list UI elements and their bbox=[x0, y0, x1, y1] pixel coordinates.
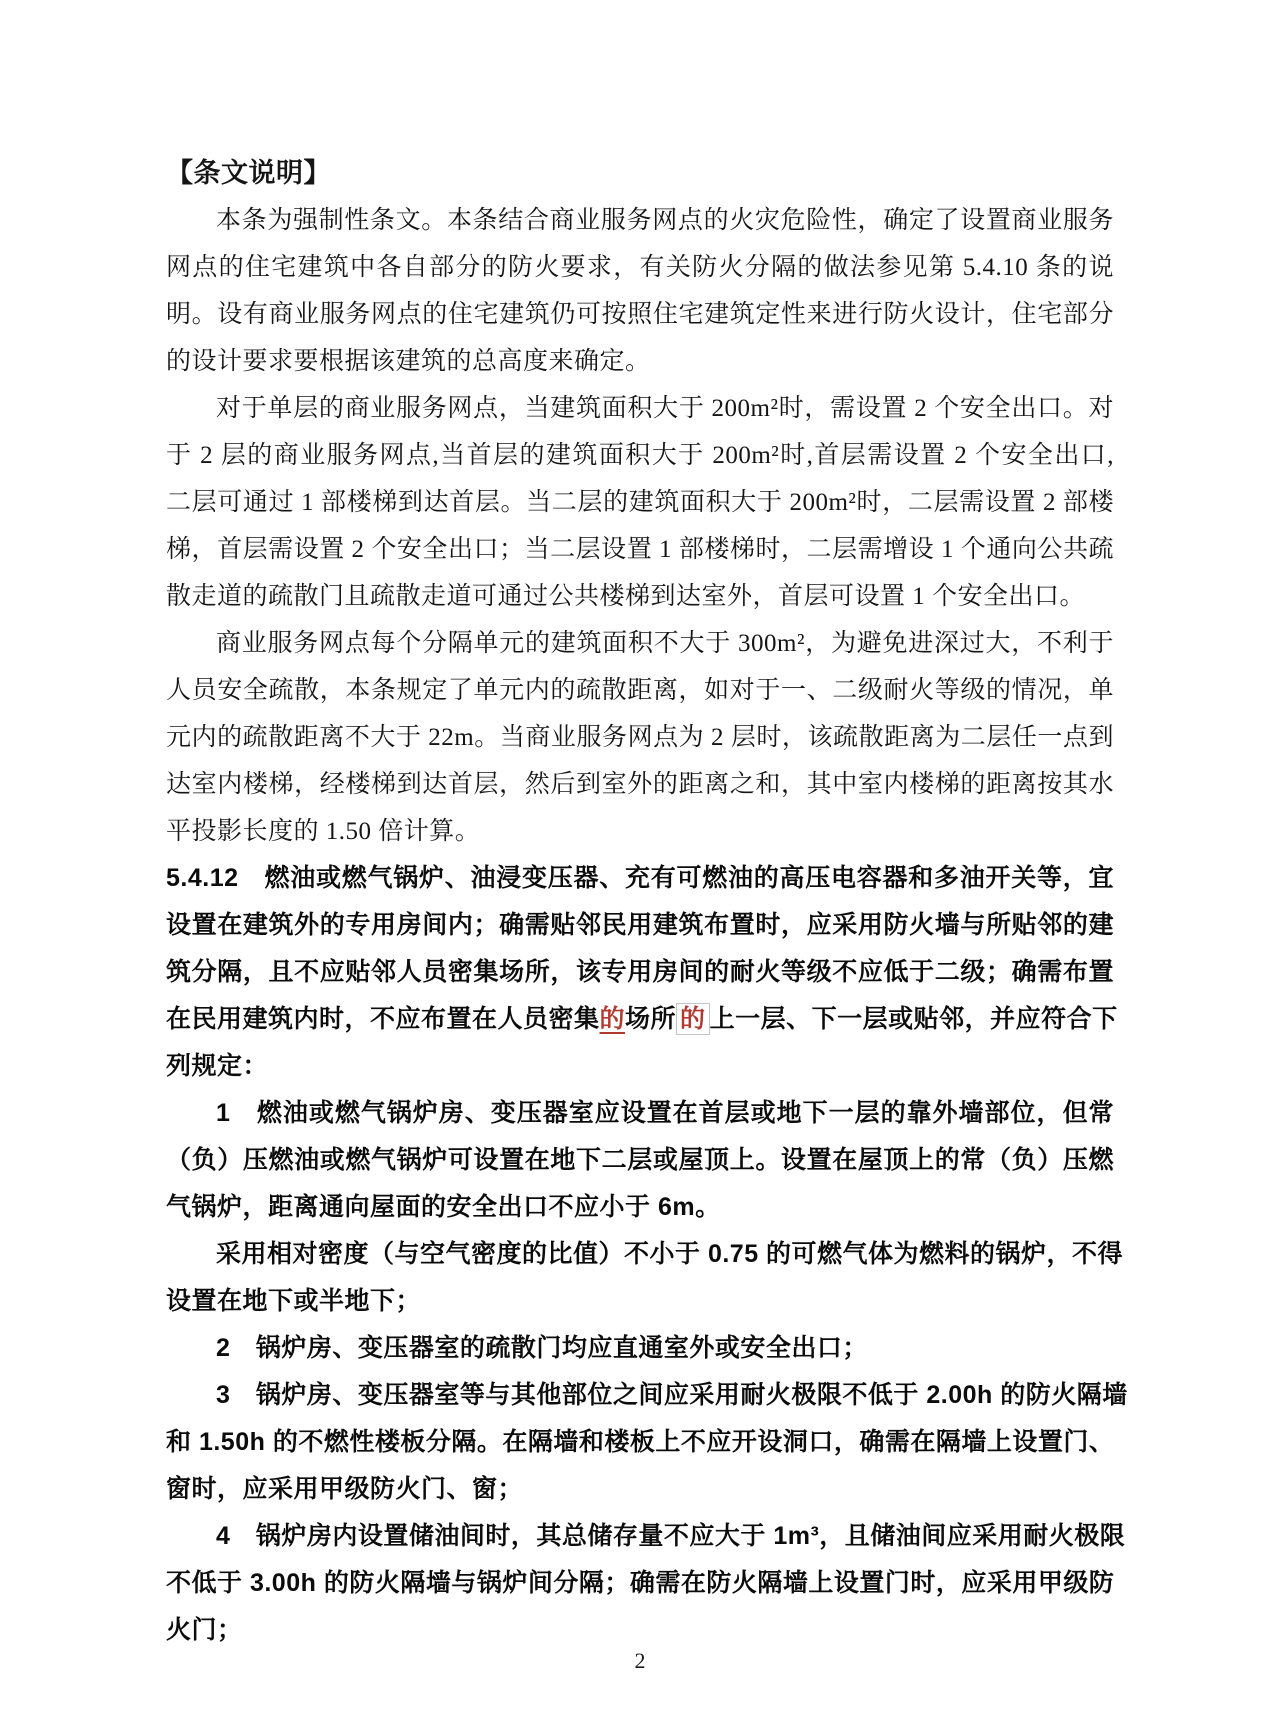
list-item-line: 2 锅炉房、变压器室的疏散门均应直通室外或安全出口； bbox=[216, 1334, 868, 1362]
text-line: 达室内楼梯，经楼梯到达首层，然后到室外的距离之和，其中室内楼梯的距离按其水 bbox=[166, 771, 1114, 798]
text-line: 平投影长度的 1.50 倍计算。 bbox=[166, 818, 481, 845]
document-page bbox=[166, 150, 1128, 1654]
text-line: 设置在建筑外的专用房间内；确需贴邻民用建筑布置时，应采用防火墙与所贴邻的建 bbox=[166, 911, 1114, 939]
section-heading: 【条文说明】 bbox=[166, 158, 331, 188]
text-line: 列规定： bbox=[166, 1052, 269, 1080]
text-line: 气锅炉，距离通向屋面的安全出口不应小于 6m。 bbox=[166, 1193, 721, 1221]
list-item-line: 4 锅炉房内设置储油间时，其总储存量不应大于 1m³，且储油间应采用耐火极限 bbox=[216, 1522, 1126, 1550]
text-line: 人员安全疏散，本条规定了单元内的疏散距离，如对于一、二级耐火等级的情况，单 bbox=[166, 677, 1114, 704]
list-item-line: 1 燃油或燃气锅炉房、变压器室应设置在首层或地下一层的靠外墙部位，但常 bbox=[216, 1099, 1114, 1127]
text-line: 二层可通过 1 部楼梯到达首层。当二层的建筑面积大于 200m²时，二层需设置 2 部楼 bbox=[166, 489, 1114, 516]
text-segment: 在民用建筑内时，不应布置在人员密集 bbox=[166, 1005, 600, 1033]
text-line-with-revisions bbox=[166, 996, 1118, 1043]
text-line: 的设计要求要根据该建筑的总高度来确定。 bbox=[166, 348, 651, 375]
text-line: 筑分隔，且不应贴邻人员密集场所，该专用房间的耐火等级不应低于二级；确需布置 bbox=[166, 958, 1114, 986]
text-segment: 上一层、下一层或贴邻，并应符合下 bbox=[709, 1005, 1118, 1033]
text-line: 设置在地下或半地下； bbox=[166, 1287, 422, 1315]
revision-boxed-text: 的 bbox=[676, 1003, 710, 1035]
text-line: 对于单层的商业服务网点，当建筑面积大于 200m²时，需设置 2 个安全出口。对 bbox=[216, 395, 1114, 422]
text-line: 梯，首层需设置 2 个安全出口；当二层设置 1 部楼梯时，二层需增设 1 个通向公共疏 bbox=[166, 536, 1114, 563]
text-line: 元内的疏散距离不大于 22m。当商业服务网点为 2 层时，该疏散距离为二层任一点到 bbox=[166, 724, 1114, 751]
text-line: 采用相对密度（与空气密度的比值）不小于 0.75 的可燃气体为燃料的锅炉，不得 bbox=[216, 1240, 1124, 1268]
text-line: 商业服务网点每个分隔单元的建筑面积不大于 300m²，为避免进深过大，不利于 bbox=[216, 630, 1114, 657]
text-line: 明。设有商业服务网点的住宅建筑仍可按照住宅建筑定性来进行防火设计，住宅部分 bbox=[166, 301, 1114, 328]
text-line: 不低于 3.00h 的防火隔墙与锅炉间分隔；确需在防火隔墙上设置门时，应采用甲级防 bbox=[166, 1569, 1115, 1597]
text-segment: 场所 bbox=[625, 1005, 677, 1033]
text-line: 于 2 层的商业服务网点,当首层的建筑面积大于 200m²时,首层需设置 2 个安全出口, bbox=[166, 442, 1114, 469]
revision-inserted-text: 的 bbox=[599, 1005, 626, 1033]
text-line: 火门； bbox=[166, 1616, 243, 1644]
text-line: 和 1.50h 的不燃性楼板分隔。在隔墙和楼板上不应开设洞口，确需在隔墙上设置门、 bbox=[166, 1428, 1115, 1456]
text-line: （负）压燃油或燃气锅炉可设置在地下二层或屋顶上。设置在屋顶上的常（负）压燃 bbox=[166, 1146, 1114, 1174]
list-item-line: 3 锅炉房、变压器室等与其他部位之间应采用耐火极限不低于 2.00h 的防火隔墙 bbox=[216, 1381, 1128, 1409]
text-line: 网点的住宅建筑中各自部分的防火要求，有关防火分隔的做法参见第 5.4.10 条的说 bbox=[166, 254, 1114, 281]
clause-number-line: 5.4.12 燃油或燃气锅炉、油浸变压器、充有可燃油的高压电容器和多油开关等，宜 bbox=[166, 864, 1114, 892]
text-line: 散走道的疏散门且疏散走道可通过公共楼梯到达室外，首层可设置 1 个安全出口。 bbox=[166, 583, 1086, 610]
text-line: 本条为强制性条文。本条结合商业服务网点的火灾危险性，确定了设置商业服务 bbox=[216, 207, 1114, 234]
text-line: 窗时，应采用甲级防火门、窗； bbox=[166, 1475, 524, 1503]
page-number: 2 bbox=[634, 1648, 646, 1673]
